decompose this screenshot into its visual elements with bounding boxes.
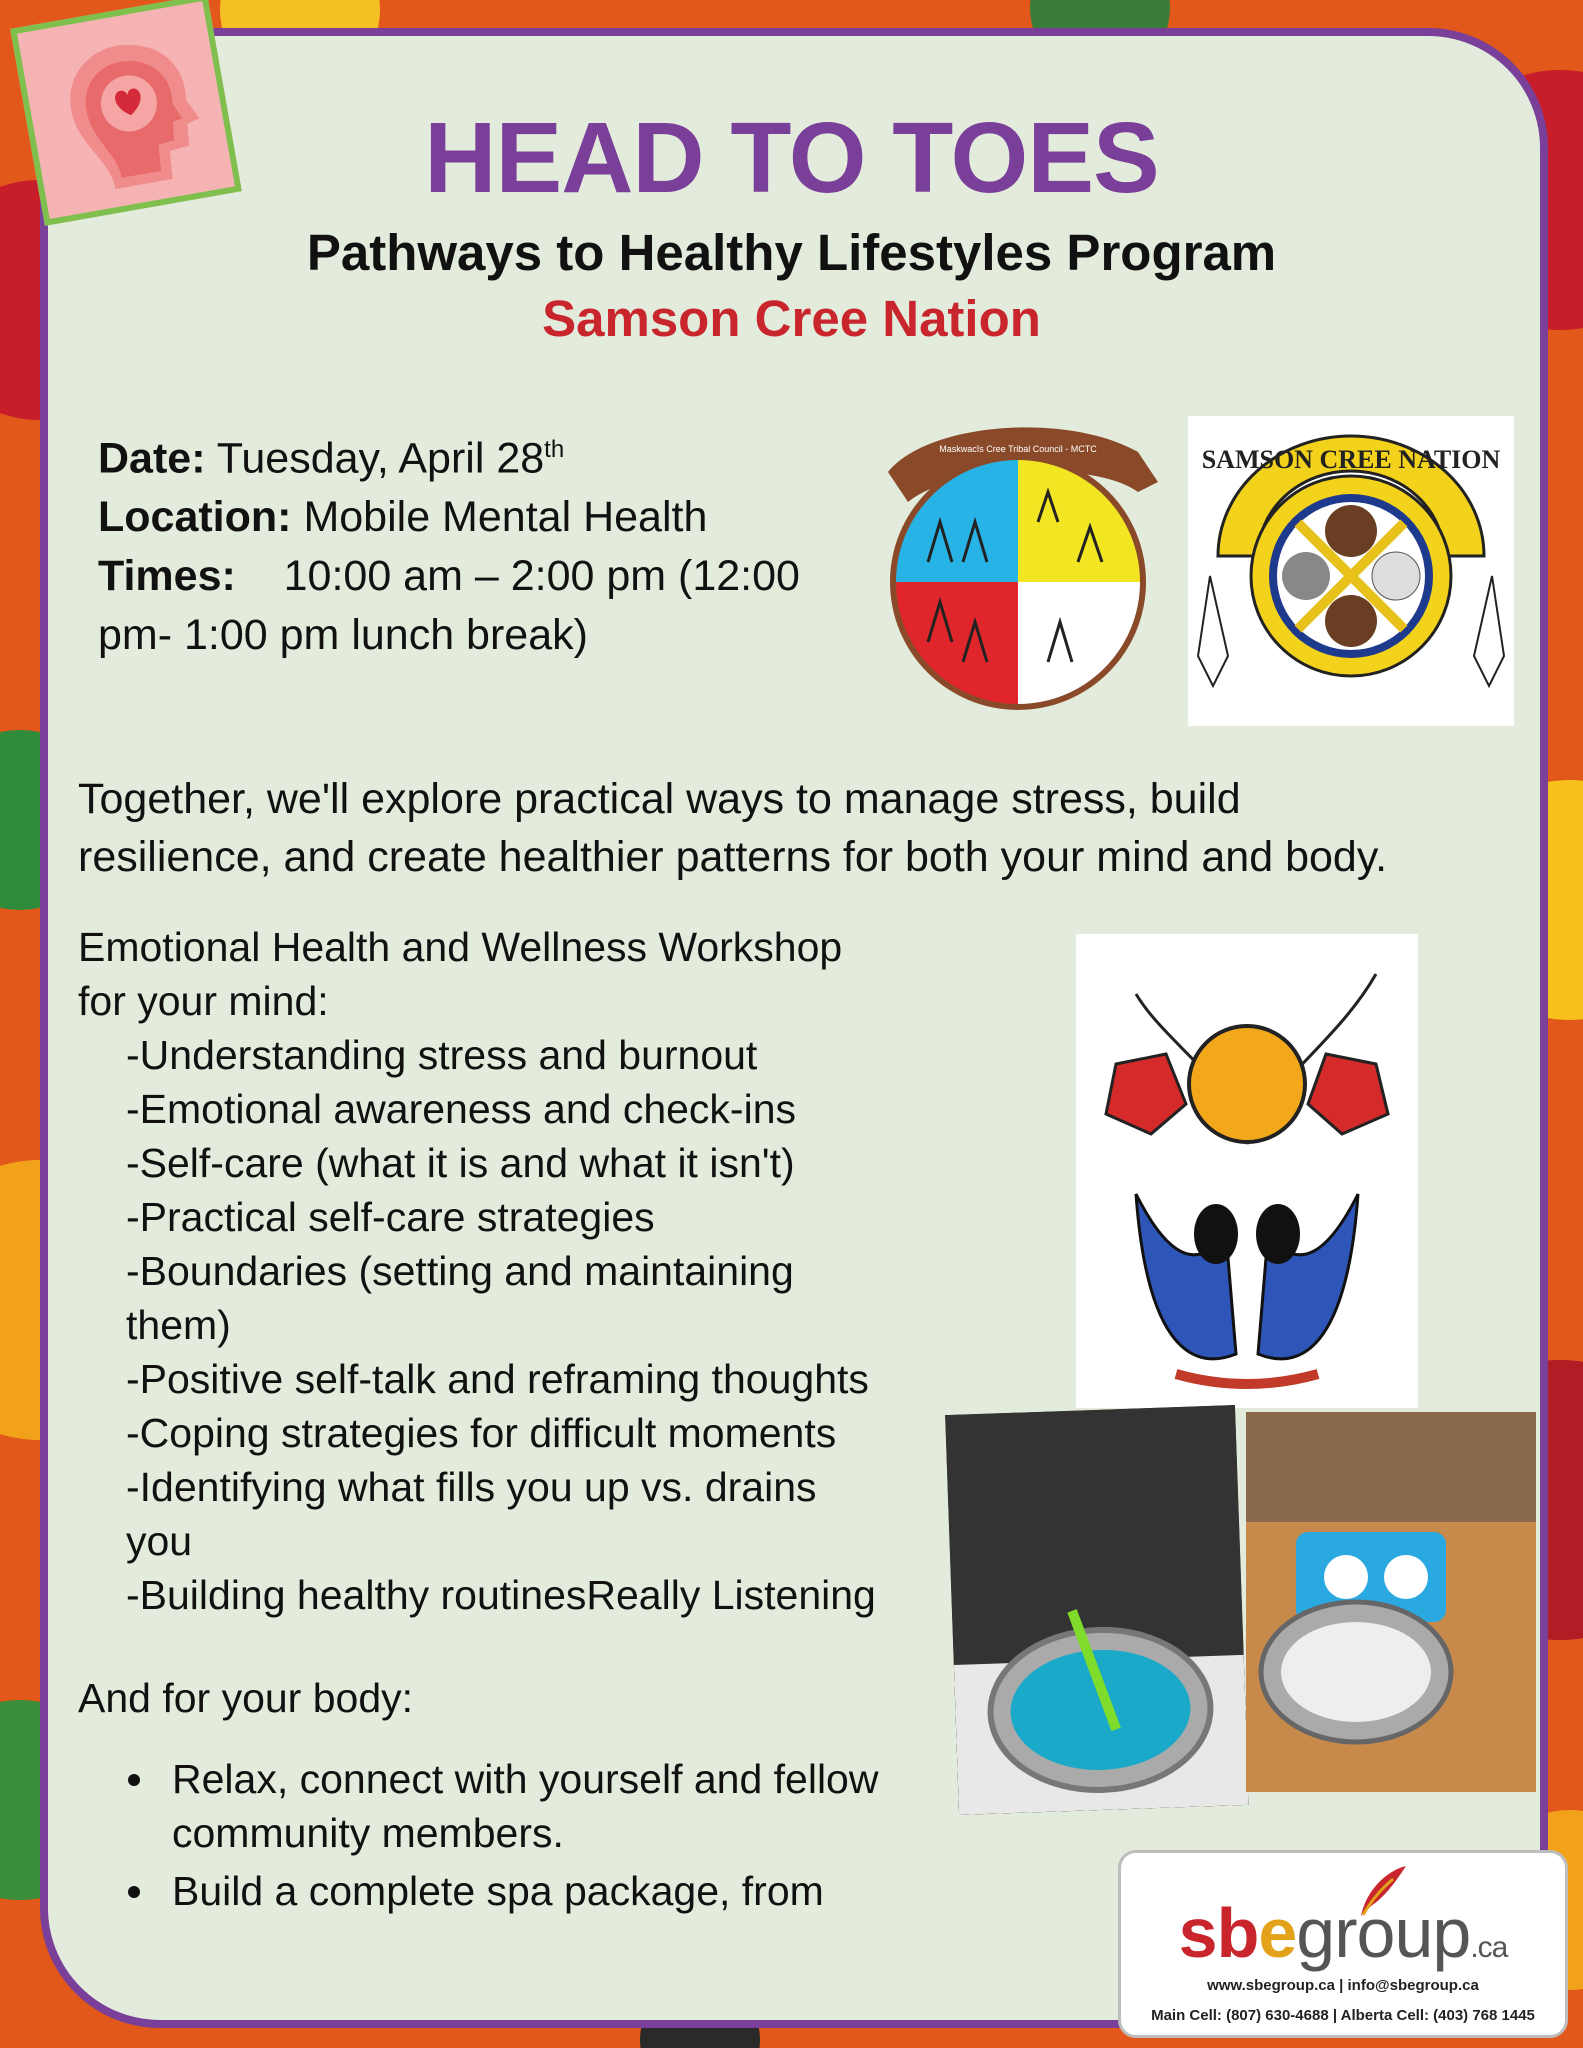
workshop-item: -Emotional awareness and check-ins	[126, 1086, 796, 1132]
page-title: HEAD TO TOES	[424, 102, 1159, 214]
program-subtitle: Pathways to Healthy Lifestyles Program	[306, 224, 1277, 281]
samson-cree-nation-logo	[1188, 416, 1514, 726]
council-logo-text: Maskwacîs Cree Tribal Council - MCTC	[939, 444, 1097, 454]
workshop-item: -Practical self-care strategies	[126, 1194, 655, 1240]
bullet-icon	[128, 1886, 140, 1898]
times-label: Times:	[98, 552, 236, 601]
times-line	[98, 547, 878, 606]
workshop-item: -Boundaries (setting and maintaining	[126, 1248, 794, 1294]
intro-line-2: resilience, and create healthier patterns for both your mind and body.	[78, 833, 1388, 881]
body-bullet-list	[78, 1752, 978, 1922]
bullet-icon	[128, 1774, 140, 1786]
list-item	[78, 1752, 978, 1860]
list-item	[78, 1864, 978, 1918]
workshop-item: -Building healthy routinesReally Listening	[126, 1572, 876, 1618]
times-value-continued: pm- 1:00 pm lunch break)	[98, 611, 588, 660]
sbe-contact-line: www.sbegroup.ca | info@sbegroup.ca	[1207, 1977, 1479, 1994]
date-line	[98, 420, 878, 488]
workshop-item: -Self-care (what it is and what it isn't)	[126, 1140, 795, 1186]
times-value: 10:00 am – 2:00 pm (12:00	[283, 552, 800, 601]
intro-line-1: Together, we'll explore practical ways to manage stress, build	[78, 775, 1241, 823]
date-value: Tuesday, April 28	[216, 434, 545, 483]
sbe-group-logo: sbegroup.ca	[1178, 1894, 1508, 1972]
sbe-group-card	[1118, 1850, 1568, 2038]
list-item-text: Build a complete spa package, from	[172, 1868, 824, 1914]
date-label: Date:	[98, 434, 206, 483]
location-line	[98, 488, 878, 547]
workshop-heading-1: Emotional Health and Wellness Workshop	[78, 924, 843, 970]
workshop-heading-2: for your mind:	[78, 978, 329, 1024]
location-label: Location:	[98, 493, 292, 542]
tribal-council-logo	[868, 412, 1168, 718]
sbe-phone-line: Main Cell: (807) 630-4688 | Alberta Cell: (403) 768 1445	[1151, 2007, 1535, 2024]
workshop-item: them)	[126, 1302, 231, 1348]
body-section-heading: And for your body:	[78, 1675, 414, 1721]
workshop-item: -Coping strategies for difficult moments	[126, 1410, 837, 1456]
list-item-text: Relax, connect with yourself and fellow community members.	[172, 1756, 879, 1856]
event-details	[98, 420, 878, 665]
location-value: Mobile Mental Health	[303, 493, 708, 542]
intro-paragraph	[78, 770, 1538, 886]
organization-name: Samson Cree Nation	[542, 290, 1041, 347]
workshop-item: -Positive self-talk and reframing thoughts	[126, 1356, 869, 1402]
workshop-item: -Understanding stress and burnout	[126, 1032, 758, 1078]
butterfly-artwork-image	[1076, 934, 1418, 1408]
activity-photo-spa-prep	[1246, 1412, 1536, 1792]
nation-logo-text: SAMSON CREE NATION	[1201, 445, 1501, 474]
workshop-section	[78, 920, 978, 1622]
workshop-item: you	[126, 1518, 193, 1564]
date-suffix: th	[544, 436, 565, 463]
workshop-item: -Identifying what fills you up vs. drains	[126, 1464, 817, 1510]
activity-photo-blue-salts	[945, 1405, 1249, 1815]
